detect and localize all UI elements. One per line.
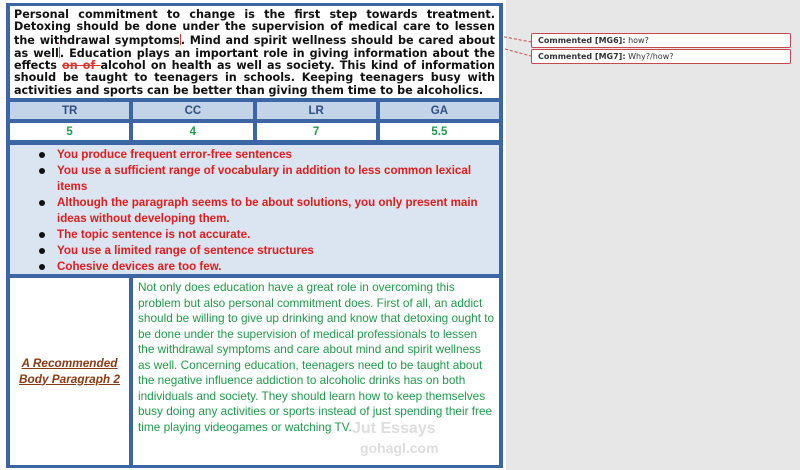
score-header-row: [10, 102, 499, 119]
bullet-icon: [39, 168, 45, 174]
feedback-text: You use a sufficient range of vocabulary in addition to less common lexical items: [57, 164, 472, 193]
header-ga: GA: [380, 102, 499, 119]
feedback-text: You produce frequent error-free sentences: [57, 148, 292, 161]
comment-mg7[interactable]: [531, 49, 791, 64]
score-cc: 4: [133, 123, 252, 140]
bullet-icon: [39, 200, 45, 206]
feedback-item: [16, 227, 495, 243]
feedback-item: [16, 259, 495, 275]
feedback-list: [16, 147, 495, 275]
paragraph-text: Personal commitment to change is the first step towards treatment. Detoxing should be done under the supervision of medical care to lessen the withdrawal symptoms: [14, 8, 495, 47]
student-paragraph[interactable]: [10, 6, 499, 98]
watermark-line-2: gohagl.com: [360, 440, 439, 456]
header-lr: LR: [257, 102, 376, 119]
feedback-text: The topic sentence is not accurate.: [57, 228, 251, 241]
feedback-item: [16, 195, 495, 227]
paragraph-text: alcohol on health as well as society. This kind of information should be taught to teenagers in schools. Keeping teenagers busy with activities and sports can be better than giving them time to be alcoholics.: [14, 59, 495, 97]
feedback-cell: [10, 145, 499, 274]
bullet-icon: [39, 232, 45, 238]
feedback-item: [16, 243, 495, 259]
header-cc: CC: [133, 102, 252, 119]
comment-mg6[interactable]: [531, 33, 791, 48]
paragraph-text: . Education plays an important role in giving information about the effects: [14, 46, 495, 73]
comment-label: Commented [MG6]:: [538, 36, 626, 45]
recommended-label: A Recommended Body Paragraph 2: [19, 355, 120, 386]
score-tr: 5: [10, 123, 129, 140]
bullet-icon: [39, 264, 45, 270]
recommended-label-cell: [10, 278, 129, 465]
comment-label: Commented [MG7]:: [538, 52, 626, 61]
deleted-text: on of: [62, 59, 101, 73]
bullet-icon: [39, 248, 45, 254]
header-tr: TR: [10, 102, 129, 119]
paragraph-text: . Mind and spirit wellness should be cared about as well: [14, 33, 495, 60]
markup-pane: [506, 0, 800, 470]
watermark-line-1: Jut Essays: [352, 420, 436, 437]
feedback-text: Although the paragraph seems to be about solutions, you only present main ideas without developing them.: [57, 196, 478, 225]
score-values-row: [10, 123, 499, 140]
assessment-table: [6, 3, 503, 468]
score-ga: 5.5: [380, 123, 499, 140]
bullet-icon: [39, 152, 45, 158]
feedback-text: Cohesive devices are too few.: [57, 260, 222, 273]
feedback-item: [16, 163, 495, 195]
feedback-text: You use a limited range of sentence structures: [57, 244, 314, 257]
comment-text: how?: [628, 36, 649, 45]
comment-text: Why?/how?: [628, 52, 674, 61]
recommended-paragraph[interactable]: [133, 278, 499, 465]
feedback-item: [16, 147, 495, 163]
recommended-text: Not only does education have a great role in overcoming this problem but also personal commitment does. First of all, an addict should be willing to give up drinking and know that detoxing ought to be done under the supervision of medical professionals to lessen the withdrawal symptoms and care about mind and spirit wellness as well. Concerning education, teenagers need to be taught about the negative influence addiction to alcoholic drinks has on both individuals and society. They should learn how to keep themselves busy doing any activities or sports instead of just spending their free time playing videogames or watching TV.: [138, 280, 495, 434]
score-lr: 7: [257, 123, 376, 140]
